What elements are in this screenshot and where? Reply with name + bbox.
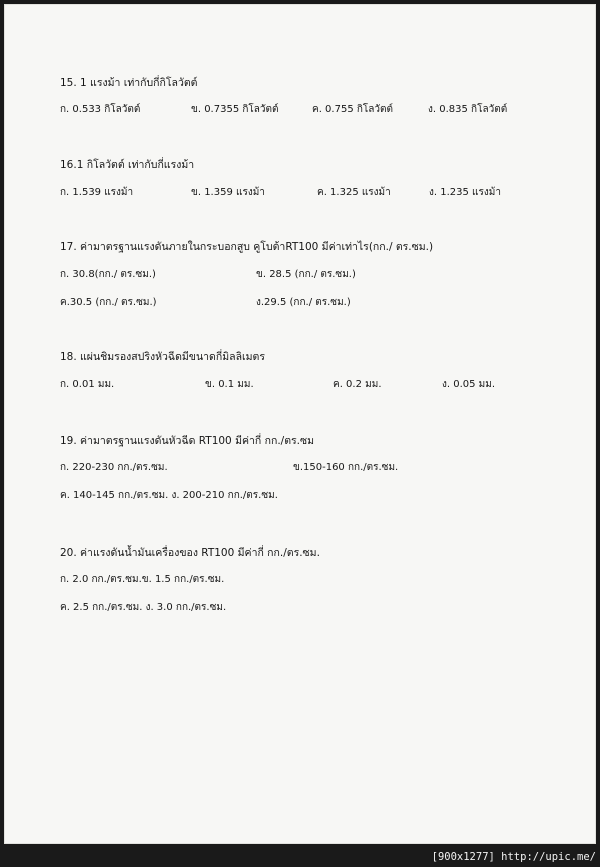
- option-c: ค. 1.325 แรงม้า: [317, 187, 391, 198]
- option-c-d: ค. 140-145 กก./ตร.ซม. ง. 200-210 กก./ตร.ซม.: [60, 490, 278, 501]
- question-18-options: [60, 380, 560, 392]
- question-20-options-row-1: [60, 575, 560, 587]
- question-17-options-row-1: [60, 270, 560, 282]
- option-a: ก. 1.539 แรงม้า: [60, 187, 134, 198]
- option-d: ง. 1.235 แรงม้า: [429, 187, 501, 198]
- question-16-options: [60, 188, 560, 200]
- question-20-options-row-2: [60, 603, 560, 615]
- option-c-d: ค. 2.5 กก./ตร.ซม. ง. 3.0 กก./ตร.ซม.: [60, 602, 227, 613]
- question-20-title: 20. ค่าแรงดันน้ำมันเครื่องของ RT100 มีค่ากี่ กก./ตร.ซม.: [60, 547, 320, 559]
- question-19-options-row-2: [60, 491, 560, 503]
- option-c: ค.30.5 (กก./ ตร.ซม.): [60, 297, 157, 308]
- option-b: ข. 1.359 แรงม้า: [191, 187, 265, 198]
- option-c: ค. 0.2 มม.: [333, 379, 382, 390]
- question-19-options-row-1: [60, 463, 560, 475]
- image-footer-bar: [0, 849, 600, 865]
- option-d: ง. 0.05 มม.: [442, 379, 496, 390]
- option-b: ข. 0.7355 กิโลวัตต์: [191, 104, 279, 115]
- question-15-options: [60, 105, 560, 117]
- option-d: ง.29.5 (กก./ ตร.ซม.): [256, 297, 351, 308]
- option-b: ข. 0.1 มม.: [205, 379, 254, 390]
- option-b: ข.150-160 กก./ตร.ซม.: [293, 462, 399, 473]
- question-16-title: 16.1 กิโลวัตต์ เท่ากับกี่แรงม้า: [60, 159, 195, 171]
- question-19-title: 19. ค่ามาตรฐานแรงดันหัวฉีด RT100 มีค่ากี่ กก./ตร.ซม: [60, 435, 315, 447]
- option-d: ง. 0.835 กิโลวัตต์: [428, 104, 508, 115]
- image-caption: [900x1277] http://upic.me/: [431, 851, 596, 863]
- option-c: ค. 0.755 กิโลวัตต์: [312, 104, 394, 115]
- option-a: ก. 0.01 มม.: [60, 379, 115, 390]
- option-b: ข. 28.5 (กก./ ตร.ซม.): [256, 269, 356, 280]
- question-18-title: 18. แผ่นชิมรองสปริงหัวฉีดมีขนาดกี่มิลลิเมตร: [60, 351, 265, 363]
- question-15-title: 15. 1 แรงม้า เท่ากับกี่กิโลวัตต์: [60, 77, 198, 89]
- option-a: ก. 0.533 กิโลวัตต์: [60, 104, 141, 115]
- question-17-title: 17. ค่ามาตรฐานแรงดันภายในกระบอกสูบ คูโบต้าRT100 มีค่าเท่าไร(กก./ ตร.ซม.): [60, 241, 434, 253]
- option-a: ก. 30.8(กก./ ตร.ซม.): [60, 269, 156, 280]
- option-a: ก. 220-230 กก./ตร.ซม.: [60, 462, 168, 473]
- document-page: [4, 4, 596, 844]
- question-17-options-row-2: [60, 298, 560, 310]
- option-a-b: ก. 2.0 กก./ตร.ซม.ข. 1.5 กก./ตร.ซม.: [60, 574, 225, 585]
